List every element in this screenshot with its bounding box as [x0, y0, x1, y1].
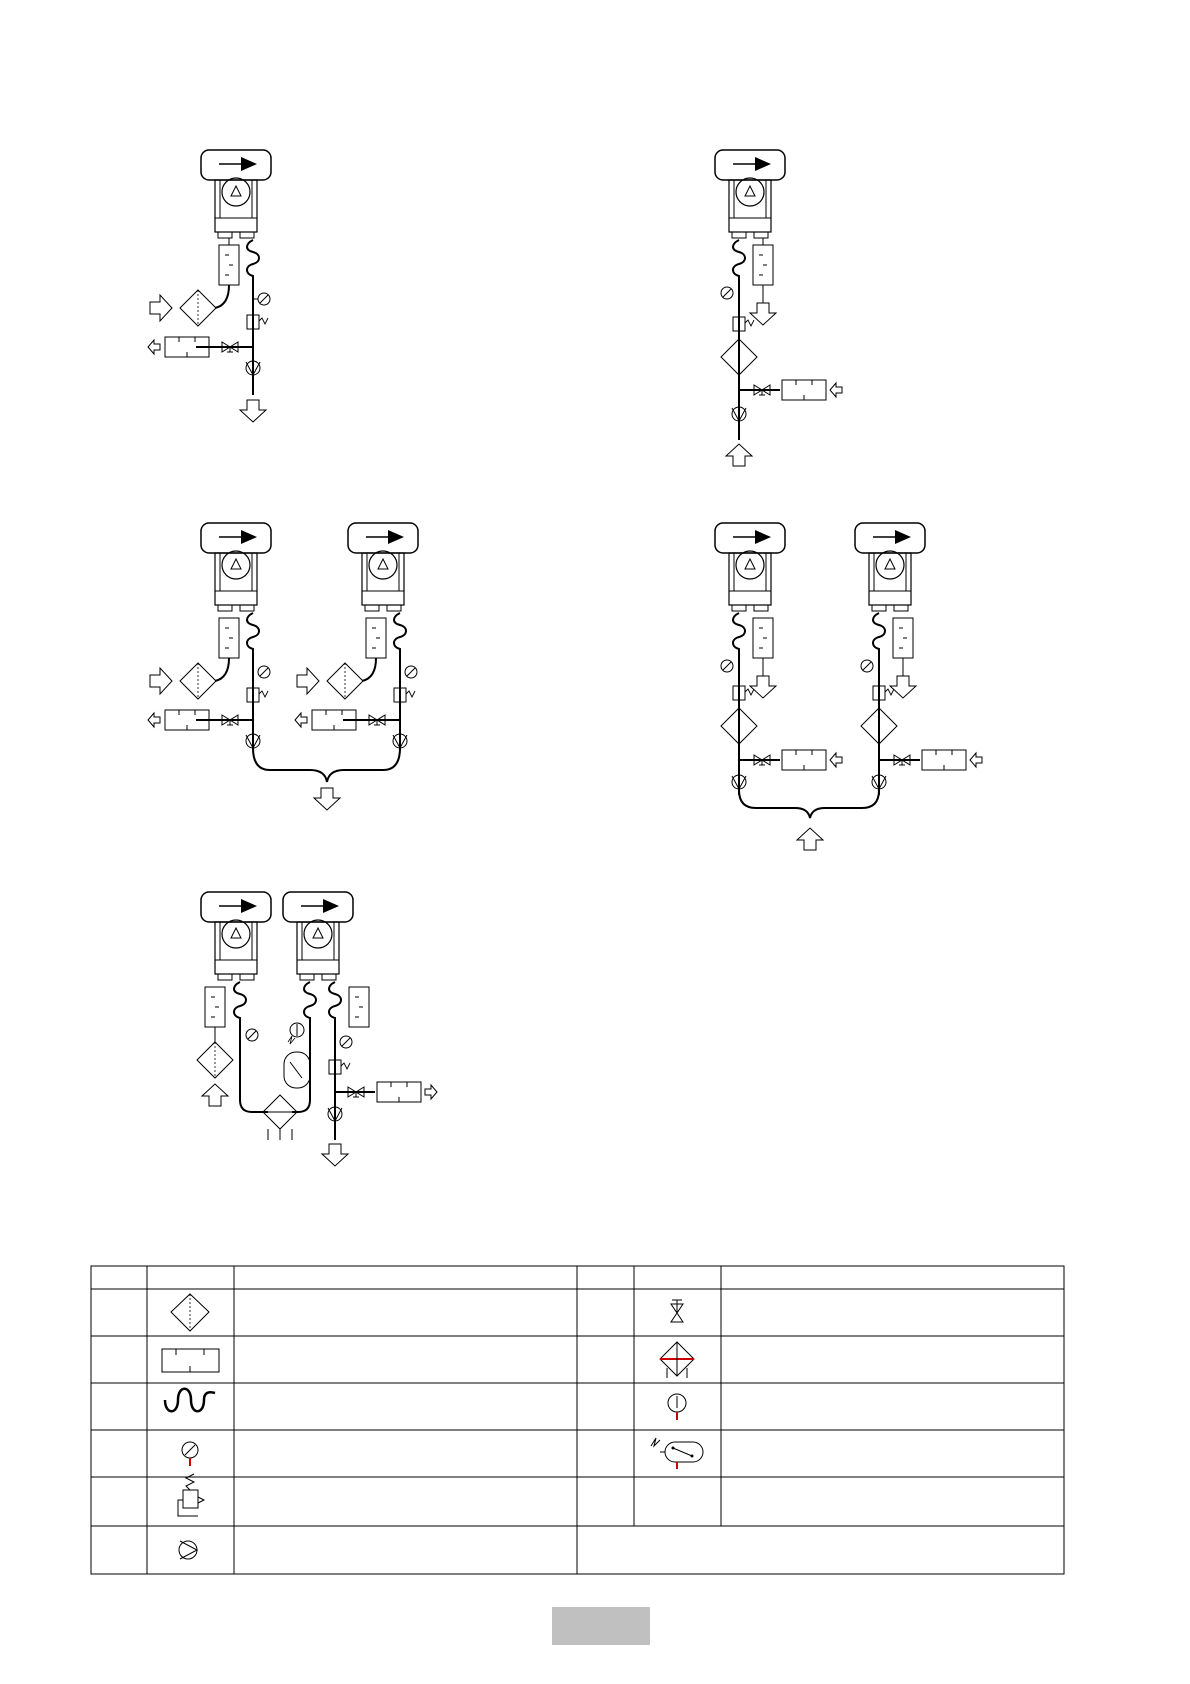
flowmeter-icon — [349, 987, 369, 1027]
filter-icon — [180, 290, 216, 326]
flexible-hose-icon — [733, 240, 745, 282]
outlet-arrow-icon — [295, 713, 307, 727]
outlet-arrow-icon — [240, 400, 266, 422]
inlet-arrow-icon — [830, 753, 842, 767]
flexible-hose-icon — [247, 613, 259, 655]
flowmeter-icon — [162, 1349, 219, 1372]
inlet-arrow-icon — [797, 828, 823, 850]
inlet-arrow-icon — [297, 668, 319, 694]
diagram-1 — [148, 150, 271, 422]
pressure-gauge-icon — [340, 1036, 352, 1048]
pressure-gauge-icon — [258, 293, 270, 305]
outlet-arrow-icon — [148, 713, 160, 727]
shutoff-valve-icon — [671, 1300, 683, 1322]
flowmeter-icon — [922, 750, 966, 770]
flowmeter-icon — [782, 750, 826, 770]
pressure-gauge-icon — [405, 666, 417, 678]
outlet-arrow-icon — [314, 788, 340, 810]
relief-valve-icon — [733, 686, 754, 700]
inlet-arrow-icon — [970, 753, 982, 767]
flexible-hose-icon — [873, 613, 885, 655]
filter-icon — [180, 663, 216, 699]
pressure-gauge-icon — [182, 1442, 198, 1466]
relief-valve-icon — [733, 317, 754, 331]
diagram-4 — [715, 523, 982, 850]
pump-icon — [201, 150, 271, 238]
pressure-gauge-icon — [721, 660, 733, 672]
outlet-arrow-icon — [322, 1144, 348, 1166]
flowmeter-icon — [782, 380, 826, 400]
pump-icon — [715, 150, 785, 238]
flexible-hose-icon — [733, 613, 745, 655]
flexible-hose-icon — [234, 982, 246, 1024]
thermometer-icon — [290, 1023, 304, 1037]
flowmeter-icon — [893, 618, 913, 658]
filter-icon — [327, 663, 363, 699]
drain-arrow-icon — [750, 676, 776, 698]
pressure-switch-icon — [284, 1036, 310, 1088]
pump-icon — [715, 523, 785, 611]
inlet-arrow-icon — [150, 295, 172, 321]
flexible-hose-icon — [329, 982, 341, 1024]
flowmeter-icon — [219, 618, 239, 658]
inlet-arrow-icon — [150, 668, 172, 694]
pump-icon — [283, 892, 353, 980]
flexible-hose-icon — [394, 613, 406, 655]
pump-icon — [201, 523, 271, 611]
pressure-gauge-icon — [861, 660, 873, 672]
relief-valve-icon — [329, 1060, 350, 1074]
outlet-arrow-icon — [148, 340, 160, 354]
pressure-gauge-icon — [721, 287, 733, 299]
inlet-arrow-icon — [726, 444, 752, 466]
pump-icon — [855, 523, 925, 611]
pressure-gauge-icon — [246, 1029, 258, 1041]
inlet-arrow-icon — [830, 383, 842, 397]
relief-valve-icon — [394, 688, 415, 702]
legend-table — [91, 1266, 1064, 1574]
flowmeter-icon — [753, 618, 773, 658]
relief-valve-icon — [873, 686, 894, 700]
flowmeter-icon — [366, 618, 386, 658]
pressure-gauge-icon — [258, 666, 270, 678]
filter-icon — [171, 1294, 209, 1331]
pump-icon — [348, 523, 418, 611]
diagram-5 — [197, 892, 437, 1166]
heat-exchanger-icon — [660, 1342, 694, 1378]
relief-valve-icon — [178, 1474, 204, 1516]
filter-icon — [197, 1042, 233, 1078]
flexible-hose-icon — [247, 240, 259, 282]
check-valve-icon — [179, 1541, 197, 1559]
page-number-box — [552, 1607, 650, 1645]
pressure-switch-icon — [651, 1438, 703, 1469]
flowmeter-icon — [219, 245, 239, 285]
flexible-hose-icon — [165, 1389, 215, 1412]
relief-valve-icon — [247, 315, 268, 329]
thermometer-icon — [668, 1394, 686, 1420]
relief-valve-icon — [247, 688, 268, 702]
flexible-hose-icon — [304, 982, 316, 1024]
heat-exchanger-icon — [263, 1095, 297, 1140]
drain-arrow-icon — [750, 303, 776, 325]
pump-icon — [201, 892, 271, 980]
drain-arrow-icon — [890, 676, 916, 698]
diagram-2 — [715, 150, 842, 466]
flowmeter-icon — [753, 245, 773, 285]
outlet-arrow-icon — [425, 1085, 437, 1099]
flowmeter-icon — [205, 987, 225, 1027]
diagram-3 — [148, 523, 418, 810]
flowmeter-icon — [377, 1082, 421, 1102]
inlet-arrow-icon — [202, 1084, 228, 1106]
